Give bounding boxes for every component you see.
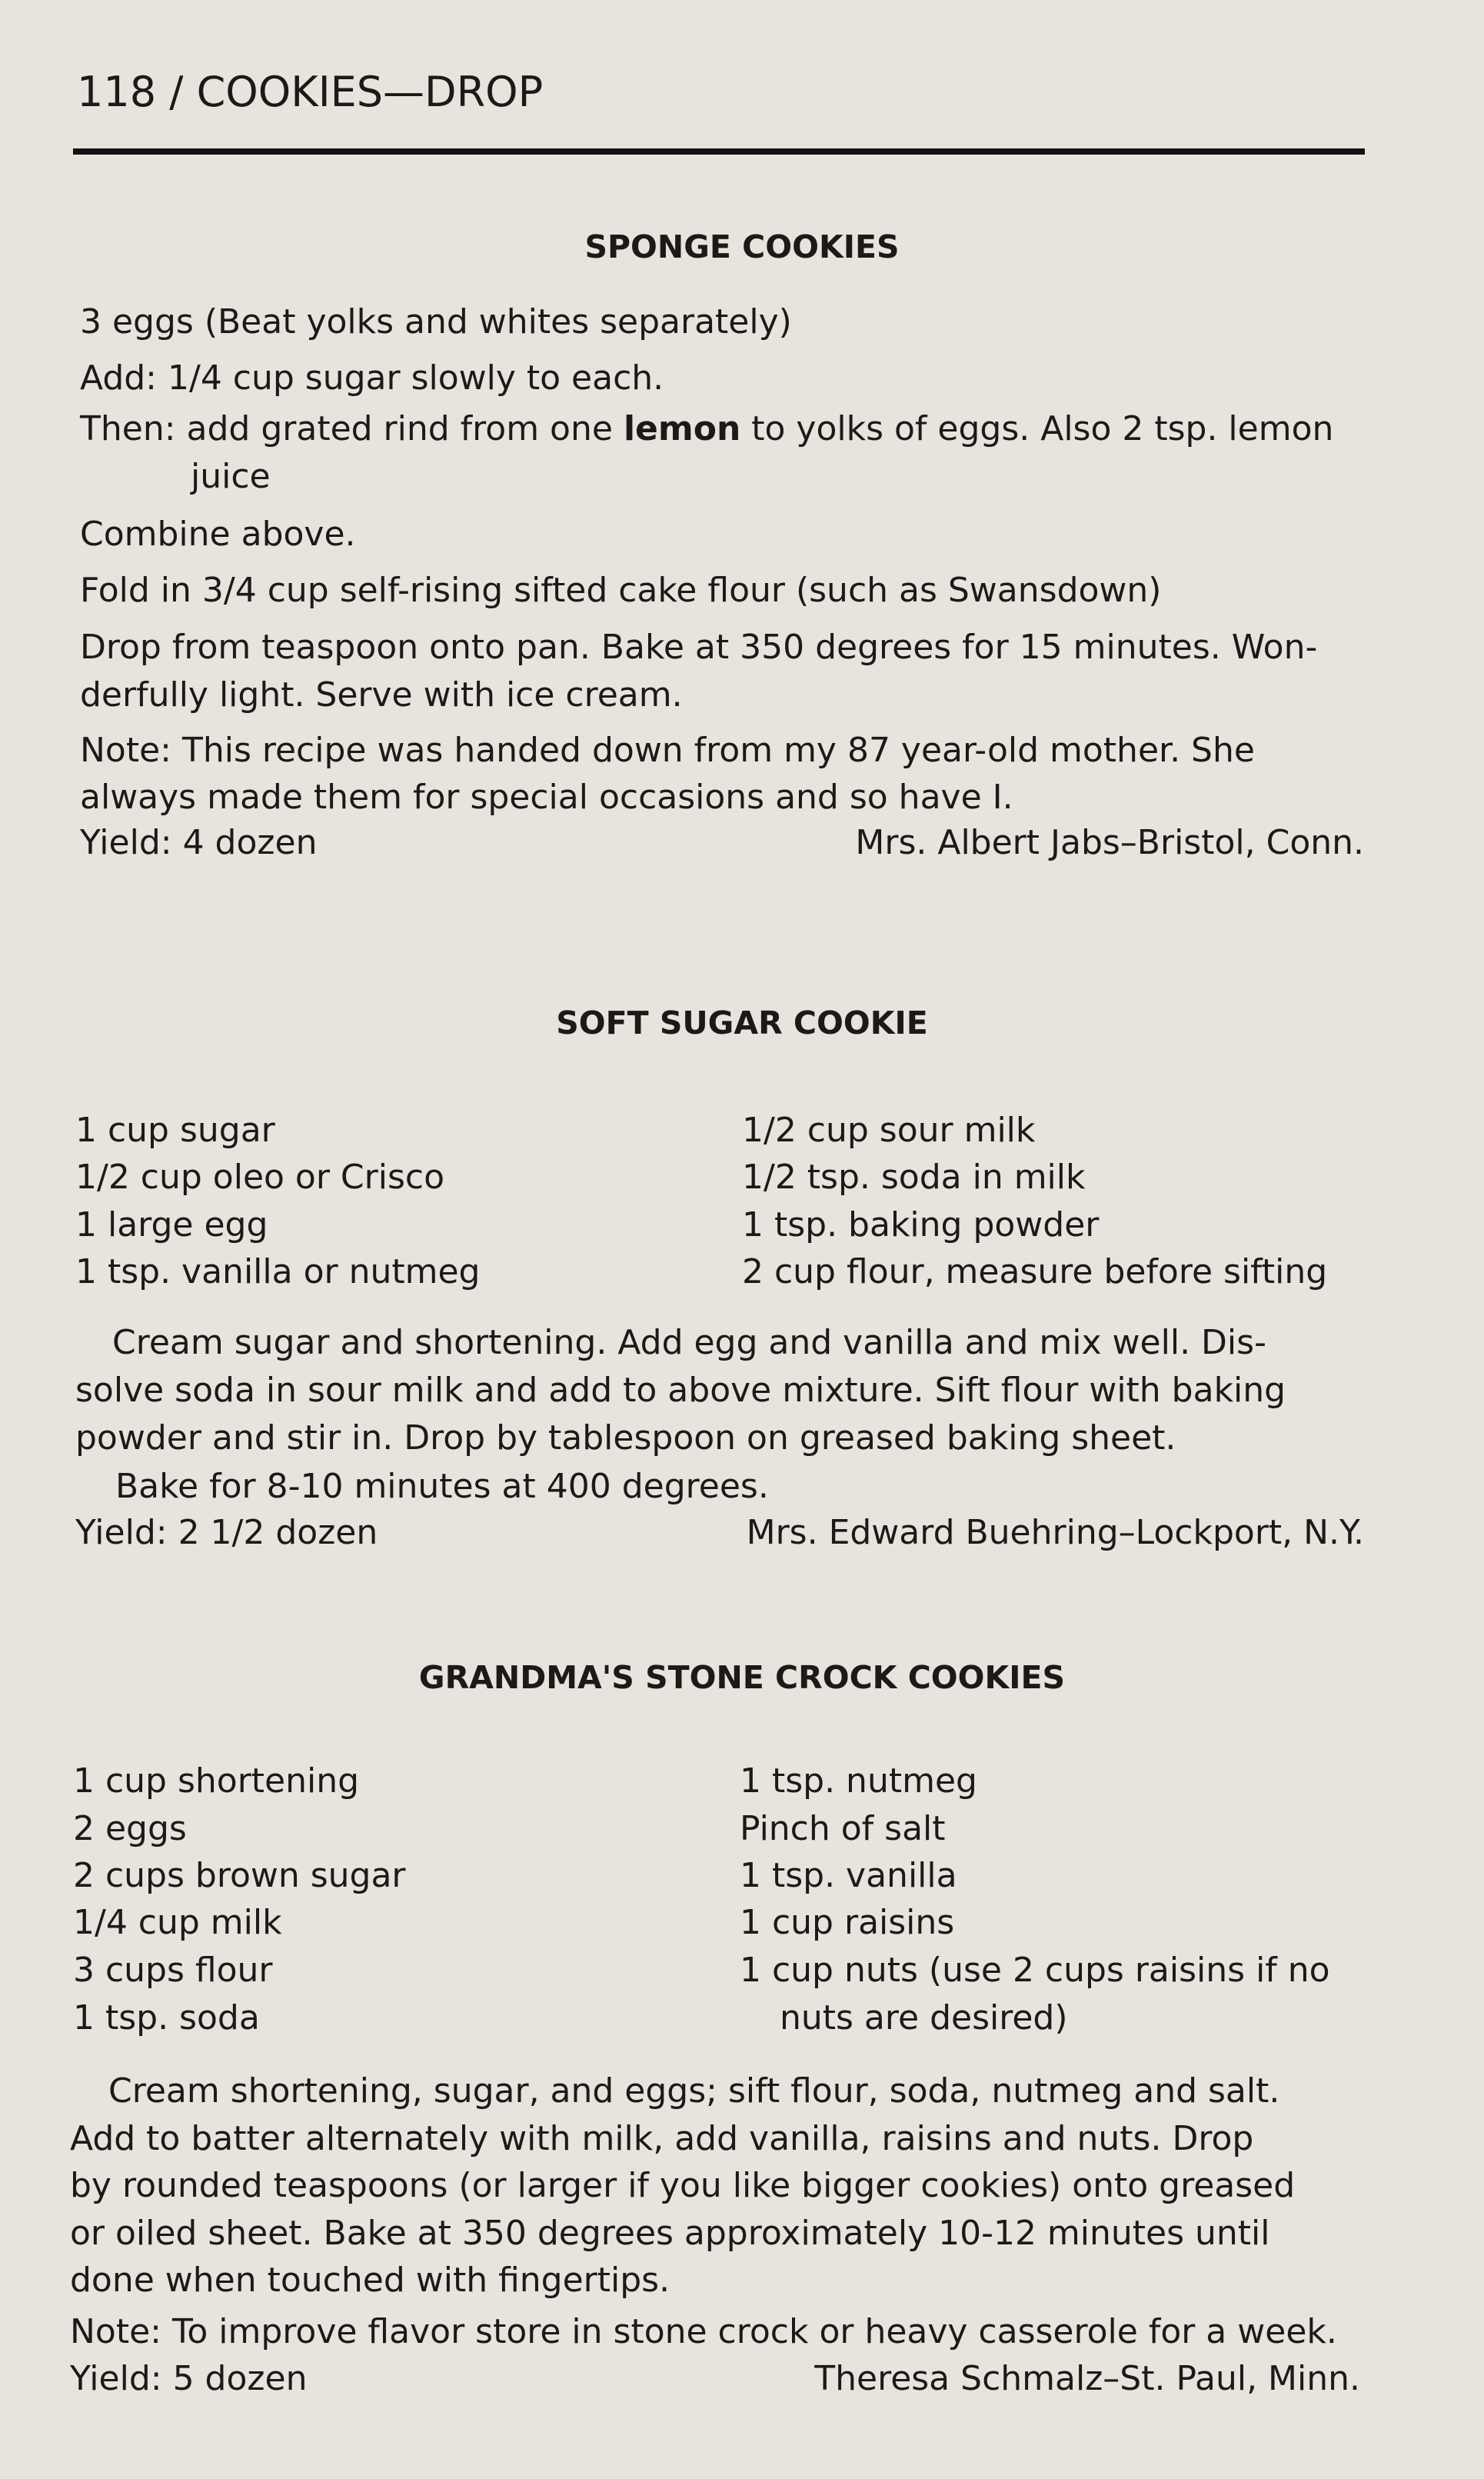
ingredient-item: 1 tsp. baking powder xyxy=(742,1205,1100,1244)
header-rule xyxy=(73,148,1365,155)
ingredient-item: 2 eggs xyxy=(73,1809,187,1848)
ingredient-item: 1 cup raisins xyxy=(740,1903,955,1942)
ingredient-item: 1 cup shortening xyxy=(73,1761,360,1801)
recipe-line: Note: This recipe was handed down from my 87 year-old mother. She xyxy=(80,731,1255,770)
recipe-yield: Yield: 4 dozen xyxy=(80,823,318,862)
recipe-line: solve soda in sour milk and add to above mixture. Sift flour with baking xyxy=(75,1371,1286,1410)
recipe-line: Cream sugar and shortening. Add egg and vanilla and mix well. Dis- xyxy=(112,1323,1266,1362)
recipe-line: powder and stir in. Drop by tablespoon on greased baking sheet. xyxy=(75,1418,1176,1458)
ingredient-item: 1/2 cup oleo or Crisco xyxy=(75,1158,444,1197)
recipe-line: Fold in 3/4 cup self-rising sifted cake flour (such as Swansdown) xyxy=(80,571,1162,610)
recipe-contributor: Mrs. Albert Jabs–Bristol, Conn. xyxy=(855,823,1364,862)
recipe-line: derfully light. Serve with ice cream. xyxy=(80,675,683,715)
recipe-line: Note: To improve flavor store in stone crock or heavy casserole for a week. xyxy=(70,2312,1337,2351)
emphasized-word: lemon xyxy=(623,409,741,448)
ingredient-item: 2 cups brown sugar xyxy=(73,1856,406,1895)
recipe-line: Add: 1/4 cup sugar slowly to each. xyxy=(80,358,664,398)
recipe-contributor: Mrs. Edward Buehring–Lockport, N.Y. xyxy=(746,1513,1364,1552)
recipe-line-part: to yolks of eggs. Also 2 tsp. lemon xyxy=(751,409,1334,448)
recipe-line: 3 eggs (Beat yolks and whites separately) xyxy=(80,302,792,342)
recipe-line: or oiled sheet. Bake at 350 degrees approximately 10-12 minutes until xyxy=(70,2214,1270,2253)
recipe-line: Drop from teaspoon onto pan. Bake at 350 degrees for 15 minutes. Won- xyxy=(80,628,1318,667)
recipe-line: Add to batter alternately with milk, add vanilla, raisins and nuts. Drop xyxy=(70,2119,1254,2158)
recipe-contributor: Theresa Schmalz–St. Paul, Minn. xyxy=(814,2359,1360,2398)
ingredient-item: 2 cup flour, measure before sifting xyxy=(742,1252,1328,1291)
ingredient-item: Pinch of salt xyxy=(740,1809,946,1848)
recipe-title: SOFT SUGAR COOKIE xyxy=(556,1005,928,1041)
recipe-line: by rounded teaspoons (or larger if you like bigger cookies) onto greased xyxy=(70,2166,1296,2205)
ingredient-item: 1 tsp. vanilla xyxy=(740,1856,957,1895)
recipe-line: done when touched with fingertips. xyxy=(70,2261,670,2300)
page-header: 118 / COOKIES—DROP xyxy=(77,68,544,116)
recipe-yield: Yield: 2 1/2 dozen xyxy=(75,1513,378,1552)
recipe-title: GRANDMA'S STONE CROCK COOKIES xyxy=(418,1659,1066,1696)
recipe-line xyxy=(80,409,1334,448)
recipe-title: SPONGE COOKIES xyxy=(584,228,900,265)
recipe-line: always made them for special occasions and so have I. xyxy=(80,778,1013,817)
recipe-line-part: Then: add grated rind from one xyxy=(80,409,613,448)
recipe-line: Combine above. xyxy=(80,515,356,554)
recipe-line: Cream shortening, sugar, and eggs; sift flour, soda, nutmeg and salt. xyxy=(108,2071,1280,2111)
ingredient-item: nuts are desired) xyxy=(780,1998,1068,2038)
recipe-yield: Yield: 5 dozen xyxy=(70,2359,308,2398)
ingredient-item: 1/2 cup sour milk xyxy=(742,1111,1036,1150)
ingredient-item: 1 cup nuts (use 2 cups raisins if no xyxy=(740,1951,1330,1990)
ingredient-item: 1 tsp. soda xyxy=(73,1998,260,2038)
ingredient-item: 1 large egg xyxy=(75,1205,268,1244)
ingredient-item: 1 cup sugar xyxy=(75,1111,275,1150)
recipe-line: juice xyxy=(191,457,271,496)
ingredient-item: 1/4 cup milk xyxy=(73,1903,282,1942)
ingredient-item: 3 cups flour xyxy=(73,1951,273,1990)
ingredient-item: 1/2 tsp. soda in milk xyxy=(742,1158,1086,1197)
ingredient-item: 1 tsp. nutmeg xyxy=(740,1761,977,1801)
ingredient-item: 1 tsp. vanilla or nutmeg xyxy=(75,1252,481,1291)
recipe-line: Bake for 8-10 minutes at 400 degrees. xyxy=(115,1467,769,1506)
